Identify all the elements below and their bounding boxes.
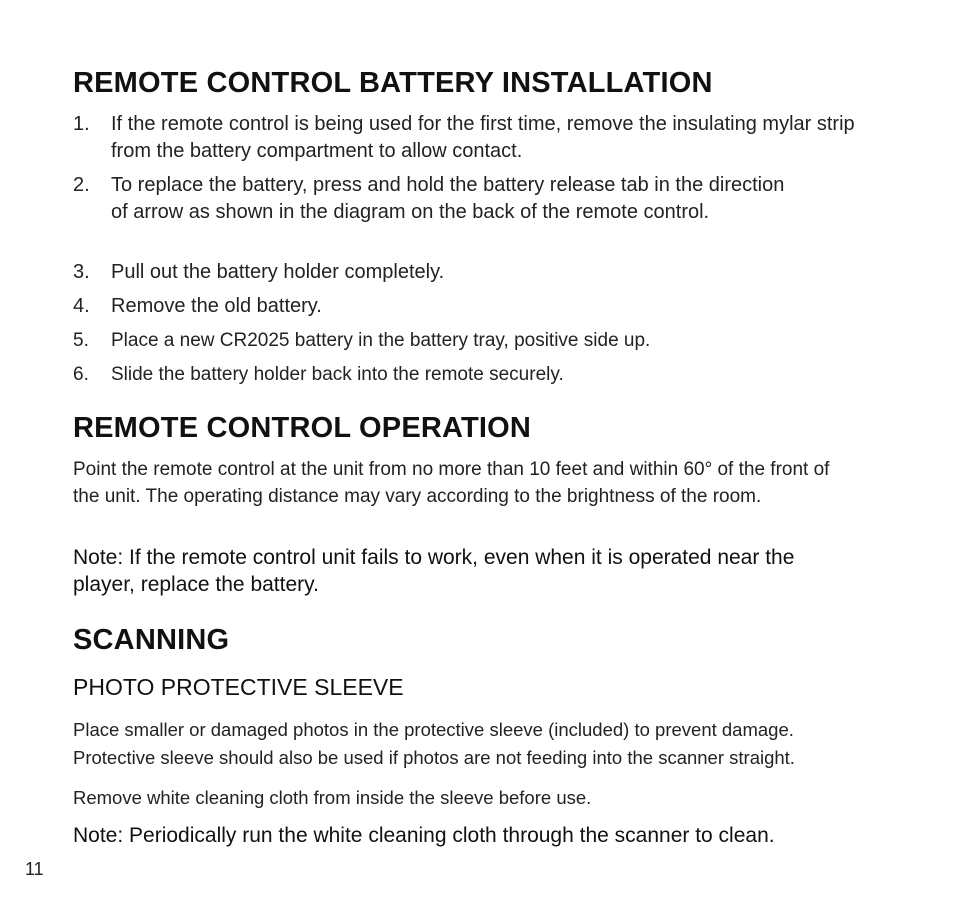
- step-number: 2.: [73, 174, 90, 196]
- step-number: 5.: [73, 330, 89, 351]
- step-number: 3.: [73, 261, 90, 283]
- battery-step-1: [73, 111, 893, 165]
- step-text: Slide the battery holder back into the remote securely.: [111, 364, 564, 385]
- battery-step-5: [73, 327, 893, 354]
- remote-operation-heading: REMOTE CONTROL OPERATION: [73, 412, 532, 444]
- battery-step-4: [73, 293, 893, 320]
- step-number: 6.: [73, 364, 89, 385]
- step-text: Pull out the battery holder completely.: [111, 261, 445, 283]
- photo-sleeve-subheading: PHOTO PROTECTIVE SLEEVE: [73, 674, 404, 700]
- scanning-heading: SCANNING: [73, 624, 230, 656]
- cleaning-cloth-body: Remove white cleaning cloth from inside the sleeve before use.: [73, 787, 592, 808]
- step-number: 1.: [73, 113, 90, 135]
- remote-operation-note: Note: If the remote control unit fails to work, even when it is operated near the player, replace the battery.: [73, 546, 795, 596]
- battery-installation-heading: REMOTE CONTROL BATTERY INSTALLATION: [73, 67, 713, 99]
- step-text: To replace the battery, press and hold the battery release tab in the direction of arrow as shown in the diagram on the back of the remote control.: [111, 174, 785, 223]
- step-text: Remove the old battery.: [111, 295, 322, 317]
- step-number: 4.: [73, 295, 90, 317]
- cleaning-note: Note: Periodically run the white cleaning cloth through the scanner to clean.: [73, 824, 775, 847]
- battery-step-2: [73, 172, 793, 226]
- battery-step-3: [73, 259, 893, 286]
- page-number: 11: [25, 859, 44, 879]
- remote-operation-body: Point the remote control at the unit from no more than 10 feet and within 60° of the front of the unit. The operating distance may vary according to the brightness of the room.: [73, 459, 830, 507]
- photo-sleeve-body: Place smaller or damaged photos in the protective sleeve (included) to prevent damage. Protective sleeve should also be used if photos are not feeding into the scanner straight.: [73, 719, 795, 768]
- step-text: If the remote control is being used for the first time, remove the insulating mylar strip from the battery compartment to allow contact.: [111, 113, 855, 162]
- step-text: Place a new CR2025 battery in the battery tray, positive side up.: [111, 330, 651, 351]
- battery-step-6: [73, 361, 893, 388]
